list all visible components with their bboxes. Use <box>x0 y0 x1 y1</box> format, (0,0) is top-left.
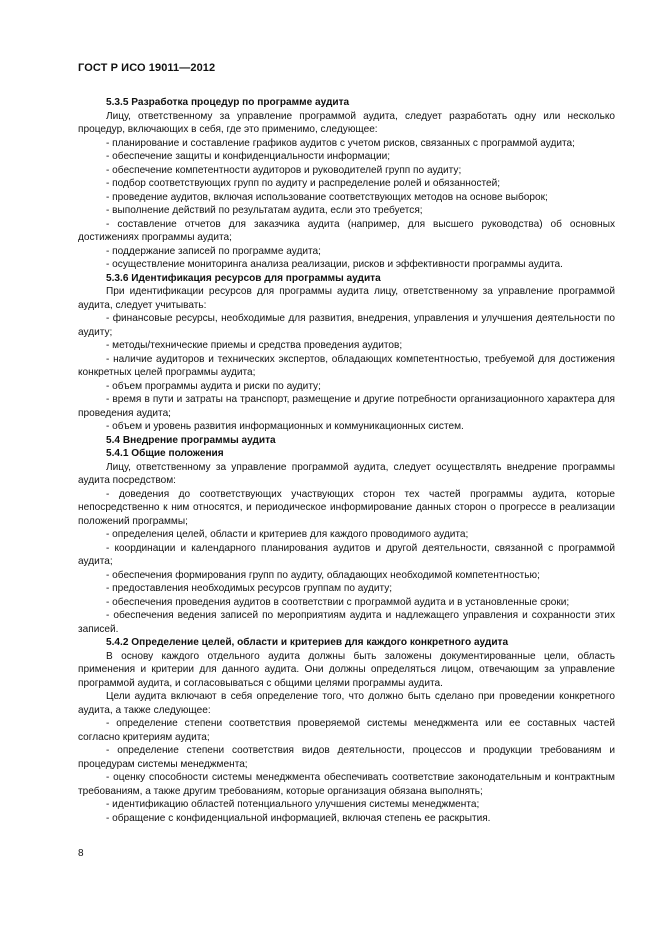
list-item: - методы/технические приемы и средства проведения аудитов; <box>106 340 403 351</box>
list-item: - обращение с конфиденциальной информацией, включая степень ее раскрытия. <box>106 812 491 824</box>
list-item: - наличие аудиторов и технических экспертов, обладающих компетентностью, требуемой для достижения конкретных целей программы аудита; <box>78 353 615 378</box>
list-item: - обеспечение компетентности аудиторов и руководителей групп по аудиту; <box>106 164 462 176</box>
list-item: - идентификацию областей потенциального улучшения системы менеджмента; <box>106 799 480 810</box>
list-item: - определение степени соответствия видов деятельности, процессов и продукции требованиям и процедурам системы менеджмента; <box>78 745 615 770</box>
paragraph: При идентификации ресурсов для программы аудита лицу, ответственному за управление программой аудита, следует учитывать: <box>78 286 615 311</box>
list-item: - объем программы аудита и риски по аудиту; <box>106 380 321 392</box>
list-item: - объем и уровень развития информационных и коммуникационных систем. <box>106 421 464 432</box>
list-item: - обеспечения ведения записей по мероприятиям аудита и надлежащего управления и сохранности этих записей. <box>78 610 615 635</box>
section-heading: 5.3.5 Разработка процедур по программе аудита <box>106 97 350 108</box>
paragraph: В основу каждого отдельного аудита должны быть заложены документированные цели, область применения и критерии для данного аудита. Они должны определяться лицом, отвечающим за управление программой аудита, и согласовываться с общими целями программы аудита. <box>78 650 615 689</box>
document-header: ГОСТ Р ИСО 19011—2012 <box>78 62 216 74</box>
list-item: - обеспечения формирования групп по аудиту, обладающих необходимой компетентностью; <box>106 569 540 581</box>
section-heading: 5.3.6 Идентификация ресурсов для программы аудита <box>106 272 381 284</box>
list-item: - оценку способности системы менеджмента обеспечивать соответствие законодательным и контрактным требованиям, а также другим требованиям, которые организация обязана выполнять; <box>78 772 615 797</box>
paragraph: Лицу, ответственному за управление программой аудита, следует осуществлять внедрение программы аудита посредством: <box>78 461 615 486</box>
list-item: - определение степени соответствия проверяемой системы менеджмента или ее составных частей согласно критериям аудита; <box>78 718 615 743</box>
list-item: - обеспечения проведения аудитов в соответствии с программой аудита и в установленные сроки; <box>106 596 570 608</box>
subsection-heading: 5.4.1 Общие положения <box>106 448 224 459</box>
list-item: - время в пути и затраты на транспорт, размещение и другие потребности организационного характера для проведения аудита; <box>78 394 615 419</box>
list-item: - осуществление мониторинга анализа реализации, рисков и эффективности программы аудита. <box>106 259 563 270</box>
list-item: - проведение аудитов, включая использование соответствующих методов на основе выборок; <box>106 191 548 203</box>
paragraph: Лицу, ответственному за управление программой аудита, следует разработать одну или несколько процедур, включающих в себя, где это применимо, следующее: <box>78 110 615 135</box>
page-number: 8 <box>78 848 84 859</box>
list-item: - планирование и составление графиков аудитов с учетом рисков, связанных с программой аудита; <box>106 137 575 149</box>
list-item: - выполнение действий по результатам аудита, если это требуется; <box>106 205 423 216</box>
list-item: - координации и календарного планирования аудитов и другой деятельности, связанной с программой аудита; <box>78 542 615 567</box>
document-body <box>78 96 615 825</box>
list-item: - предоставления необходимых ресурсов группам по аудиту; <box>106 583 393 594</box>
list-item: - обеспечение защиты и конфиденциальности информации; <box>106 151 391 162</box>
list-item: - составление отчетов для заказчика аудита (например, для высшего руководства) об основных достижениях программы аудита; <box>78 218 615 243</box>
list-item: - определения целей, области и критериев для каждого проводимого аудита; <box>106 529 469 540</box>
list-item: - подбор соответствующих групп по аудиту и распределение ролей и обязанностей; <box>106 178 501 189</box>
list-item: - доведения до соответствующих участвующих сторон тех частей программы аудита, которые непосредственно к ним относятся, и периодическое информирование данных сторон о прогрессе в реализации положений программы; <box>78 488 615 527</box>
list-item: - поддержание записей по программе аудита; <box>106 245 321 257</box>
paragraph: Цели аудита включают в себя определение того, что должно быть сделано при проведении конкретного аудита, а также следующее: <box>78 691 615 716</box>
list-item: - финансовые ресурсы, необходимые для развития, внедрения, управления и улучшения деятельности по аудиту; <box>78 313 615 338</box>
subsection-heading: 5.4.2 Определение целей, области и критериев для каждого конкретного аудита <box>106 637 509 648</box>
section-heading: 5.4 Внедрение программы аудита <box>106 434 276 446</box>
